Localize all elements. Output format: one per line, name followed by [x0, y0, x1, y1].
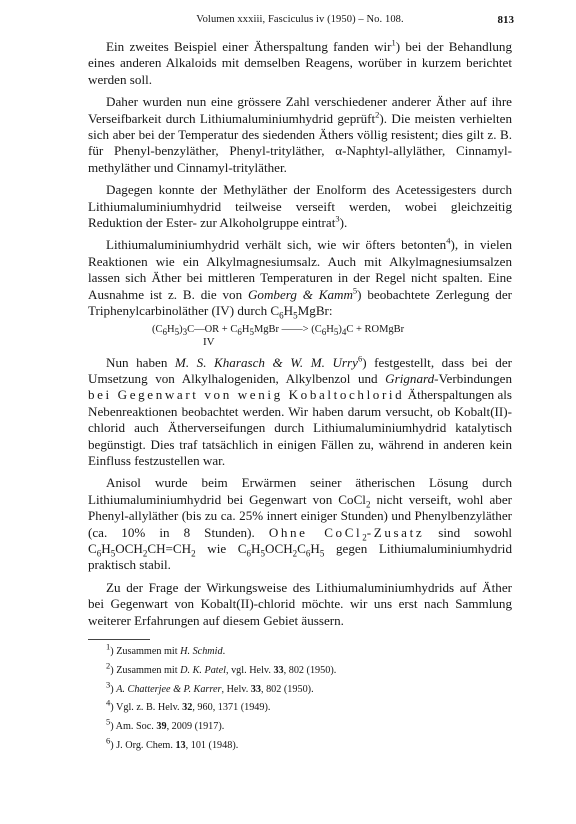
subscript: 2	[142, 548, 148, 559]
footnote-ref-3: 3	[335, 213, 340, 224]
text: Ein zweites Beispiel einer Ätherspaltung fanden wir	[106, 39, 392, 54]
subscript: 5	[319, 548, 325, 559]
text: ) Am. Soc.	[110, 721, 157, 733]
eq-part: (C	[311, 323, 322, 335]
subscript: 6	[305, 548, 311, 559]
text: OCH	[265, 540, 293, 556]
fn-num: 3	[106, 679, 111, 690]
text: )	[110, 683, 117, 695]
subscript: 6	[321, 326, 327, 337]
text: , 802 (1950).	[260, 683, 314, 695]
text: , 101 (1948).	[185, 739, 239, 751]
footnote-3	[88, 679, 512, 697]
eq-part: H	[167, 323, 175, 335]
subscript: 5	[174, 326, 180, 337]
text: H	[310, 540, 320, 556]
text: ).	[339, 215, 348, 231]
text: H	[101, 540, 111, 556]
subscript: 5	[249, 326, 254, 337]
text: ) beobachtete Zerlegung der Triphenylcarbinoläther (IV) durch C	[88, 286, 512, 319]
fn-num: 2	[106, 660, 111, 671]
footnote-4	[88, 698, 512, 715]
eq-part: H	[241, 323, 250, 335]
paragraph-5	[88, 355, 512, 470]
spaced-emphasis: Ohne CoCl	[268, 524, 363, 540]
footnote-ref-6: 6	[357, 353, 363, 364]
subscript: 5	[110, 548, 116, 559]
volume: 32	[182, 702, 193, 714]
text: H	[251, 540, 261, 556]
text: Lithiumaluminiumhydrid verhält sich, wie wir öfters betonten	[106, 237, 447, 253]
author: D. K. Patel	[180, 664, 226, 676]
eq-part: (C	[152, 323, 163, 335]
subscript: 6	[246, 548, 252, 559]
subscript: 5	[333, 326, 339, 337]
eq-part: )	[338, 323, 342, 335]
text: , Helv.	[221, 683, 251, 695]
fn-num: 5	[106, 716, 111, 727]
text: , 802 (1950).	[283, 664, 337, 676]
subscript: 4	[341, 326, 347, 337]
text: nicht verseift, wohl aber Phenyl-allyläther (bis zu ca. 25% innert einiger Stunden) und Phenylbenzyläther (ca. 10% in 8 Stunden).	[88, 491, 512, 540]
text: MgBr:	[297, 303, 333, 319]
text: sind sowohl C	[88, 524, 513, 556]
footnote-ref-1: 1	[391, 37, 396, 48]
subscript: 2	[362, 532, 367, 543]
author: A. Chatterjee & P. Karrer	[116, 683, 222, 695]
subscript: 6	[96, 548, 102, 559]
text: ), in vielen Reaktionen wie ein Alkylmagnesiumsalz. Auch mit Alkylmagnesiumsalzen lassen sich Äther bei mittleren Temperaturen in der Regel nicht spalten. Eine Ausnahme ist z. B. die von	[88, 237, 513, 302]
subscript: 2	[365, 499, 371, 510]
footnote-6	[88, 735, 512, 753]
text: ) bei der Behandlung eines anderen Alkaloids mit demselben Reagens, worüber in kurzem berichtet werden soll.	[88, 39, 512, 87]
footnote-ref-2: 2	[375, 109, 380, 120]
reaction-equation	[152, 324, 512, 336]
footnote-2	[88, 660, 512, 678]
text: ). Die meisten verhielten sich aber bei der Temperatur des siedenden Äthers völlig resistent; dies gilt z. B. für Phenyl-benzyläther, Phenyl-trityläther, α-Naphtyl-allyläther, Cinnamyl-methyläther und Cinnamyl-trityläther.	[88, 110, 512, 175]
text: Nun haben	[106, 354, 168, 370]
page-number: 813	[497, 14, 514, 26]
text: -Verbindungen	[434, 370, 512, 386]
text: Anisol wurde beim Erwärmen seiner ätherischen Lösung durch Lithiumaluminiumhydrid bei Gegenwart von CoCl	[88, 475, 512, 507]
reaction-arrow: ——>	[281, 323, 309, 335]
author-names: Gomberg & Kamm	[247, 286, 353, 302]
subscript: 6	[237, 326, 242, 337]
text: ) Zusammen mit	[110, 664, 181, 676]
volume: 13	[175, 739, 186, 751]
subscript: 2	[191, 548, 196, 559]
subscript: 6	[162, 326, 167, 337]
volume: 33	[250, 683, 261, 695]
fn-num: 4	[106, 698, 111, 708]
footnote-1	[88, 641, 512, 659]
text: ) Zusammen mit	[110, 646, 181, 657]
eq-part: H	[326, 323, 334, 335]
text: Daher wurden nun eine grössere Zahl verschiedener anderer Äther auf ihre Verseifbarkeit durch Lithiumaluminiumhydrid geprüft	[88, 94, 512, 126]
paragraph-3	[88, 182, 512, 231]
text: C	[297, 540, 306, 556]
text: ) Vgl. z. B. Helv.	[110, 702, 183, 714]
text: , vgl. Helv.	[225, 664, 274, 676]
grignard-term: Grignard	[385, 370, 435, 386]
eq-part: C—OR + C	[187, 323, 238, 335]
text: ) festgestellt, dass bei der Umsetzung von Alkylhalogeniden, Alkylbenzol und	[88, 354, 512, 386]
text: H	[283, 303, 294, 319]
spaced-emphasis: -Zusatz	[366, 524, 425, 540]
footnote-5	[88, 716, 512, 734]
paragraph-6	[88, 475, 512, 573]
eq-part: MgBr	[253, 323, 280, 335]
paragraph-2	[88, 94, 512, 176]
eq-part: )	[179, 323, 183, 335]
text: Dagegen konnte der Methyläther der Enolform des Acetessigesters durch Lithiumaluminiumhydrid teilweise verseift werden, wobei gleichzeitig Reduktion der Ester- zur Alkoholgruppe eintrat	[88, 182, 512, 231]
article-body	[88, 39, 512, 759]
spaced-emphasis: bei Gegenwart von wenig Kobaltochlorid	[88, 387, 405, 403]
author-names: M. S. Kharasch & W. M. Urry	[174, 354, 358, 370]
text: gegen Lithiumaluminiumhydrid praktisch stabil.	[88, 540, 512, 573]
subscript: 5	[293, 310, 298, 321]
volume: 33	[273, 664, 284, 676]
volume: 39	[156, 721, 167, 733]
subscript: 3	[182, 326, 188, 337]
text: Ätherspaltungen als Nebenreaktionen beobachtet werden. Wir haben darum versucht, ob Kobalt(II)-chlorid auch Ätherverseifungen durch Lithiumaluminiumhydrid katalytisch begünstigt. Dies traf tatsächlich in einigen Fällen zu, während in anderen kein Einfluss festzustellen war.	[88, 387, 512, 468]
subscript: 6	[279, 310, 284, 321]
footnote-ref-4: 4	[446, 236, 451, 247]
text: , 2009 (1917).	[166, 721, 225, 733]
equation-label: IV	[203, 335, 215, 348]
paragraph-7: Zu der Frage der Wirkungsweise des Lithiumaluminiumhydrids auf Äther bei Gegenwart von Kobalt(II)-chlorid möchte. wir uns erst nach Sammlung weiterer Erfahrungen auf diesem Gebiet äussern.	[88, 579, 512, 628]
eq-part: C + ROMgBr	[346, 323, 405, 335]
text: wie C	[195, 540, 247, 556]
subscript: 5	[260, 548, 265, 559]
text: .	[222, 646, 226, 657]
author: H. Schmid	[180, 646, 223, 657]
text: , 960, 1371 (1949).	[192, 702, 271, 714]
footnote-rule	[88, 639, 150, 640]
text: OCH	[115, 540, 143, 556]
footnote-ref-5: 5	[352, 285, 358, 296]
paragraph-1	[88, 39, 512, 88]
paragraph-4	[88, 237, 512, 319]
running-header: Volumen xxxiii, Fasciculus iv (1950) – No. 108.	[196, 14, 404, 25]
subscript: 2	[292, 548, 298, 559]
fn-num: 6	[106, 735, 111, 746]
text: ) J. Org. Chem.	[110, 739, 176, 751]
text: CH=CH	[147, 540, 192, 556]
fn-num: 1	[106, 641, 111, 652]
